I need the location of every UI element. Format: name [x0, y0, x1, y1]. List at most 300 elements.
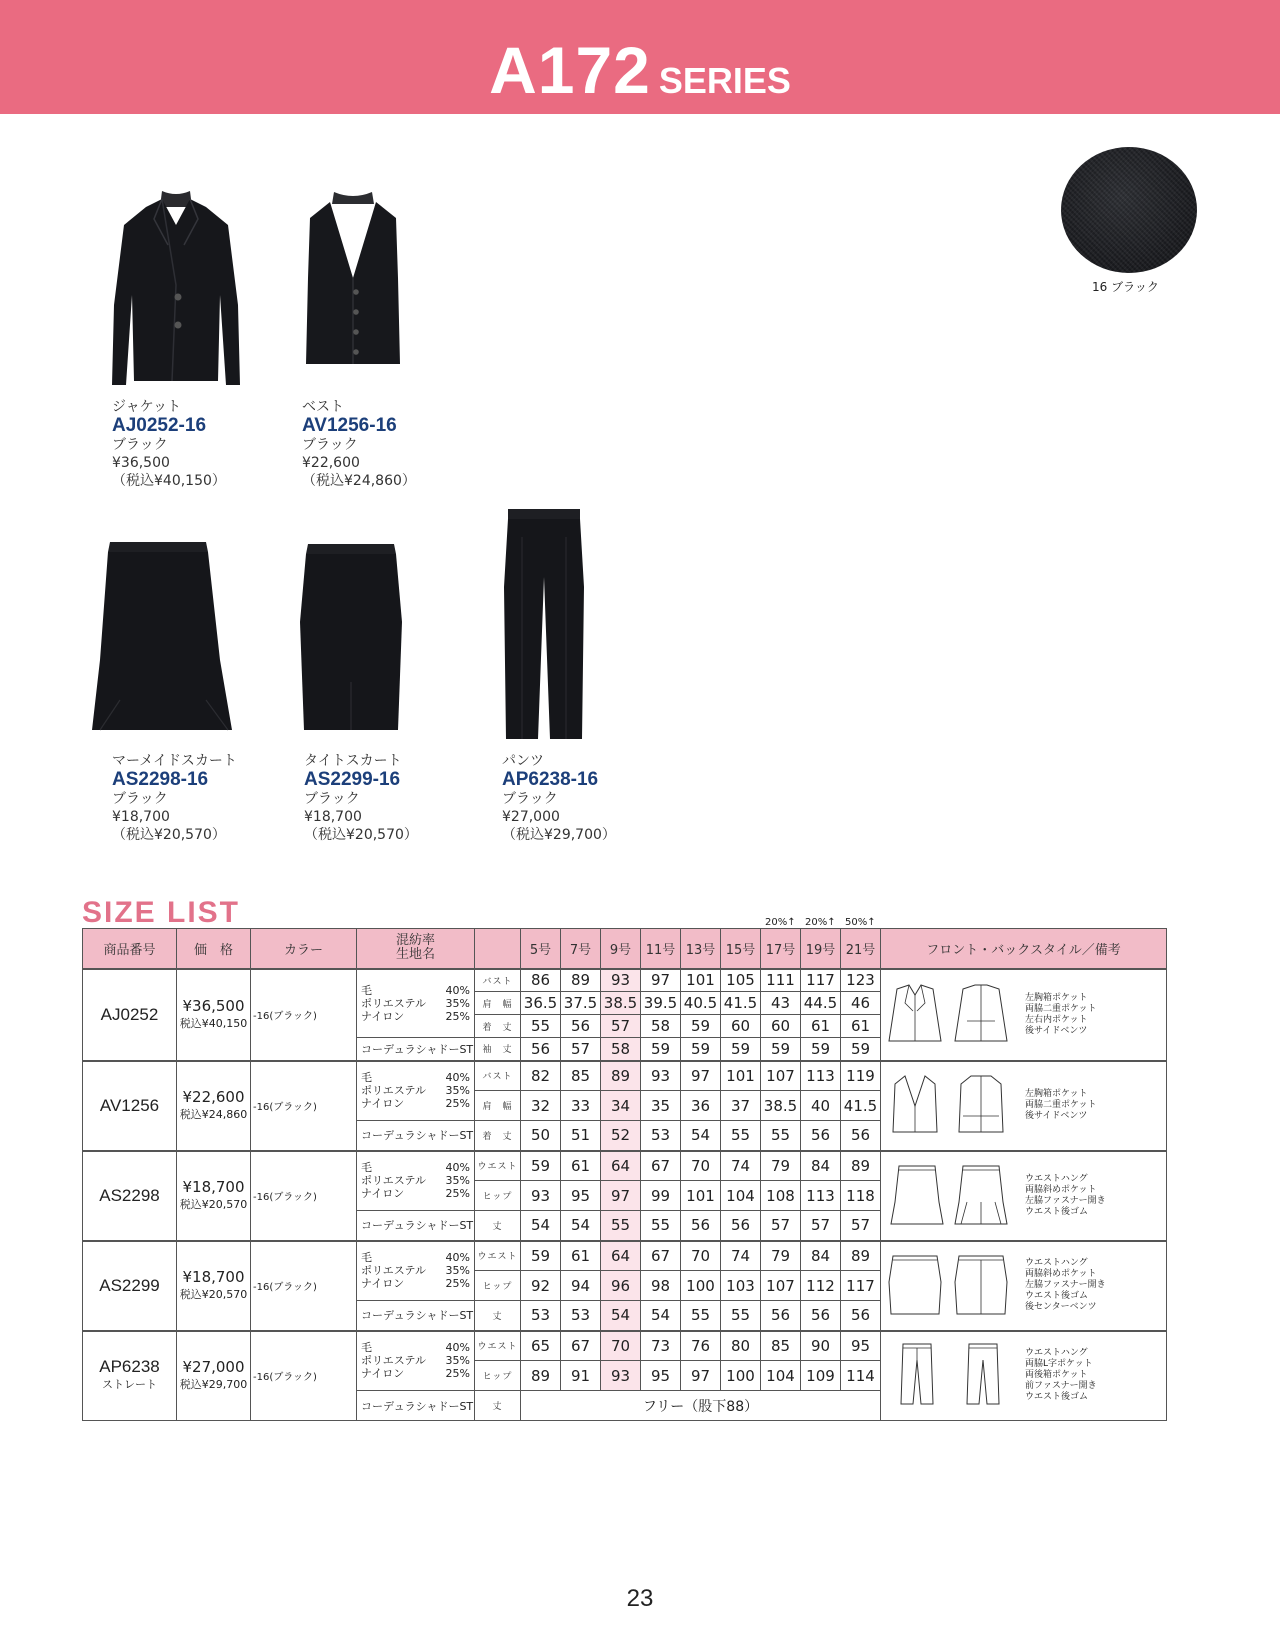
fiber-percent: 25% [445, 1367, 470, 1381]
price-cell [177, 1241, 251, 1331]
size-value: 50 [521, 1121, 561, 1151]
measure-name: 丈 [475, 1391, 521, 1421]
fiber-name: ポリエステル [361, 1084, 427, 1098]
size-value: 65 [521, 1331, 561, 1361]
style-cell [881, 1331, 1167, 1421]
measure-name: ウエスト [475, 1151, 521, 1181]
fabric-name-cell: コーデュラシャドーST [357, 1038, 475, 1061]
color-cell: -16(ブラック) [251, 969, 357, 1061]
style-sketch-icon [887, 1342, 1017, 1410]
size-value: 54 [521, 1211, 561, 1241]
table-row [83, 1331, 1167, 1361]
size-value: 64 [601, 1151, 641, 1181]
blend-line [361, 997, 470, 1010]
style-notes [1025, 1174, 1160, 1218]
series-title [0, 32, 1280, 108]
size-value: 114 [841, 1361, 881, 1391]
size-value: 38.5 [761, 1091, 801, 1121]
price-cell [177, 969, 251, 1061]
fiber-name: ナイロン [361, 1277, 405, 1291]
fiber-name: ポリエステル [361, 1354, 427, 1368]
product-code: AS2299-16 [304, 769, 401, 790]
size-value: 89 [601, 1061, 641, 1091]
product-category: ベスト [302, 399, 344, 415]
price-text: ¥36,500 [182, 996, 245, 1015]
blend-cell [357, 1331, 475, 1391]
size-value: 79 [761, 1151, 801, 1181]
fiber-percent: 35% [445, 1354, 470, 1368]
size-value: 56 [841, 1121, 881, 1151]
blend-cell [357, 1151, 475, 1211]
header-size: 7号 [561, 929, 601, 969]
size-value: 95 [641, 1361, 681, 1391]
fiber-percent: 35% [445, 1174, 470, 1188]
size-value: 112 [801, 1271, 841, 1301]
style-note: 後サイドベンツ [1025, 1111, 1088, 1121]
size-value: 93 [601, 969, 641, 992]
size-value: 35 [641, 1091, 681, 1121]
vest-image [300, 188, 406, 370]
header-blend: 混紡率 生地名 [357, 929, 475, 969]
size-value: 59 [721, 1038, 761, 1061]
fiber-percent: 40% [445, 1341, 470, 1355]
product-code-cell [83, 1241, 177, 1331]
size-value: 101 [681, 969, 721, 992]
size-value: 64 [601, 1241, 641, 1271]
size-value: 74 [721, 1241, 761, 1271]
size-value: 46 [841, 992, 881, 1015]
size-value: 70 [681, 1151, 721, 1181]
product-category: タイトスカート [304, 753, 402, 769]
style-note: ウエストハング [1025, 1348, 1088, 1359]
header-size: 15号 [721, 929, 761, 969]
size-value: 53 [521, 1301, 561, 1331]
price-note-17: 20%↑ [765, 917, 796, 928]
header-size: 9号 [601, 929, 641, 969]
size-value: 54 [641, 1301, 681, 1331]
size-value: 36.5 [521, 992, 561, 1015]
measure-name: ウエスト [475, 1331, 521, 1361]
fabric-swatch [1061, 147, 1197, 273]
fiber-percent: 35% [445, 1264, 470, 1278]
product-price: ¥18,700 [304, 809, 362, 825]
size-value: 57 [601, 1015, 641, 1038]
blend-line [361, 1071, 470, 1084]
size-value: 56 [801, 1121, 841, 1151]
table-row [83, 1151, 1167, 1181]
series-banner [0, 0, 1280, 114]
size-value: 59 [641, 1038, 681, 1061]
price-text: ¥27,000 [182, 1357, 245, 1376]
price-note-21: 50%↑ [845, 917, 876, 928]
free-size-cell: フリー（股下88） [521, 1391, 881, 1421]
size-value: 74 [721, 1151, 761, 1181]
style-note: 両脇二重ポケット [1025, 1100, 1097, 1110]
product-code: AS2298-16 [112, 769, 209, 790]
blend-cell [357, 1241, 475, 1301]
size-value: 58 [641, 1015, 681, 1038]
product-card-pants [502, 752, 616, 844]
price-text: ¥22,600 [182, 1087, 245, 1106]
code-text: AS2298 [99, 1185, 160, 1205]
size-value: 90 [801, 1331, 841, 1361]
product-code-cell [83, 1061, 177, 1151]
size-value: 97 [601, 1181, 641, 1211]
size-value: 55 [641, 1211, 681, 1241]
blend-cell [357, 969, 475, 1038]
size-value: 67 [561, 1331, 601, 1361]
size-value: 108 [761, 1181, 801, 1211]
style-sketch-icon [887, 1252, 1017, 1320]
size-value: 55 [761, 1121, 801, 1151]
size-value: 59 [521, 1151, 561, 1181]
measure-name: 袖 丈 [475, 1038, 521, 1061]
product-code: AV1256-16 [302, 415, 397, 436]
price-note-19: 20%↑ [805, 917, 836, 928]
code-text: AP6238 [99, 1356, 160, 1376]
size-value: 111 [761, 969, 801, 992]
size-value: 43 [761, 992, 801, 1015]
product-tax-price: （税込¥20,570） [304, 827, 418, 843]
style-note: ウエスト後ゴム [1025, 1206, 1089, 1217]
blend-line [361, 1367, 470, 1380]
style-note: 両脇L字ポケット [1025, 1359, 1093, 1370]
size-value: 56 [521, 1038, 561, 1061]
measure-name: 着 丈 [475, 1121, 521, 1151]
fiber-percent: 25% [445, 1097, 470, 1111]
product-card-jacket [112, 398, 226, 490]
product-color: ブラック [112, 791, 168, 807]
size-value: 117 [801, 969, 841, 992]
size-value: 32 [521, 1091, 561, 1121]
fabric-name-cell: コーデュラシャドーST [357, 1121, 475, 1151]
size-value: 97 [681, 1061, 721, 1091]
blend-line [361, 1264, 470, 1277]
size-value: 104 [721, 1181, 761, 1211]
style-note: ウエストハング [1025, 1173, 1088, 1184]
size-value: 93 [521, 1181, 561, 1211]
size-value: 123 [841, 969, 881, 992]
size-value: 84 [801, 1241, 841, 1271]
price-cell [177, 1151, 251, 1241]
size-value: 57 [801, 1211, 841, 1241]
table-row [83, 969, 1167, 992]
table-row [83, 1061, 1167, 1091]
size-value: 54 [681, 1121, 721, 1151]
tax-price-text: 税込¥40,150 [179, 1016, 248, 1030]
blend-line [361, 1161, 470, 1174]
size-value: 104 [761, 1361, 801, 1391]
size-value: 37 [721, 1091, 761, 1121]
header-size: 21号 [841, 929, 881, 969]
size-value: 105 [721, 969, 761, 992]
size-value: 59 [841, 1038, 881, 1061]
measure-name: 着 丈 [475, 1015, 521, 1038]
size-value: 56 [721, 1211, 761, 1241]
code-text: AV1256 [99, 1095, 160, 1115]
size-value: 79 [761, 1241, 801, 1271]
size-value: 109 [801, 1361, 841, 1391]
style-note: 両後箱ポケット [1025, 1370, 1088, 1381]
size-value: 59 [681, 1038, 721, 1061]
measure-name: ウエスト [475, 1241, 521, 1271]
size-value: 97 [681, 1361, 721, 1391]
size-value: 59 [521, 1241, 561, 1271]
product-price: ¥36,500 [112, 455, 170, 471]
fiber-name: ナイロン [361, 1187, 405, 1201]
price-text: ¥18,700 [182, 1267, 245, 1286]
fiber-name: ナイロン [361, 1097, 405, 1111]
product-color: ブラック [302, 437, 358, 453]
size-value: 70 [601, 1331, 641, 1361]
size-value: 55 [721, 1301, 761, 1331]
size-value: 56 [561, 1015, 601, 1038]
blend-cell [357, 1061, 475, 1121]
size-value: 38.5 [601, 992, 641, 1015]
size-value: 89 [561, 969, 601, 992]
size-value: 118 [841, 1181, 881, 1211]
fiber-percent: 25% [445, 1277, 470, 1291]
size-value: 51 [561, 1121, 601, 1151]
fiber-percent: 40% [445, 983, 470, 997]
blend-line [361, 1187, 470, 1200]
size-value: 55 [721, 1121, 761, 1151]
measure-name: 肩 幅 [475, 992, 521, 1015]
size-value: 89 [841, 1241, 881, 1271]
size-value: 37.5 [561, 992, 601, 1015]
size-value: 103 [721, 1271, 761, 1301]
size-value: 107 [761, 1061, 801, 1091]
header-size: 17号 [761, 929, 801, 969]
tax-price-text: 税込¥29,700 [179, 1377, 248, 1391]
price-cell [177, 1331, 251, 1421]
size-value: 93 [601, 1361, 641, 1391]
size-value: 60 [721, 1015, 761, 1038]
product-category: パンツ [502, 753, 544, 769]
fabric-swatch-label: 16 ブラック [1092, 280, 1159, 294]
mermaid-skirt-image [90, 540, 236, 735]
measure-name: ヒップ [475, 1271, 521, 1301]
product-card-vest [302, 398, 416, 490]
size-value: 67 [641, 1241, 681, 1271]
measure-name: ヒップ [475, 1181, 521, 1211]
header-style: フロント・バックスタイル／備考 [881, 929, 1167, 969]
size-value: 57 [761, 1211, 801, 1241]
product-code: AJ0252-16 [112, 415, 207, 436]
jacket-image [108, 185, 244, 385]
size-value: 85 [561, 1061, 601, 1091]
fabric-name-cell: コーデュラシャドーST [357, 1391, 475, 1421]
size-value: 61 [801, 1015, 841, 1038]
product-code-cell [83, 1331, 177, 1421]
code-text: AJ0252 [100, 1004, 159, 1024]
fiber-percent: 35% [445, 1084, 470, 1098]
style-note: 左脇ファスナー開き [1025, 1280, 1106, 1290]
size-value: 95 [841, 1331, 881, 1361]
style-note: 両脇斜めポケット [1025, 1269, 1097, 1279]
size-table [82, 928, 1167, 1421]
measure-name: バスト [475, 1061, 521, 1091]
size-value: 56 [761, 1301, 801, 1331]
size-value: 36 [681, 1091, 721, 1121]
size-value: 41.5 [721, 992, 761, 1015]
header-size: 11号 [641, 929, 681, 969]
measure-name: ヒップ [475, 1361, 521, 1391]
size-value: 53 [641, 1121, 681, 1151]
header-size: 19号 [801, 929, 841, 969]
product-tax-price: （税込¥24,860） [302, 473, 416, 489]
size-value: 113 [801, 1061, 841, 1091]
fiber-name: 毛 [361, 1161, 372, 1175]
color-cell: -16(ブラック) [251, 1151, 357, 1241]
fiber-name: 毛 [361, 1251, 372, 1265]
style-cell [881, 969, 1167, 1061]
size-value: 76 [681, 1331, 721, 1361]
fiber-name: 毛 [361, 983, 372, 997]
fiber-percent: 25% [445, 1187, 470, 1201]
size-table-body [83, 969, 1167, 1421]
style-note: 両脇二重ポケット [1025, 1003, 1097, 1014]
header-price: 価 格 [177, 929, 251, 969]
style-notes [1025, 993, 1160, 1037]
product-tax-price: （税込¥20,570） [112, 827, 226, 843]
color-cell: -16(ブラック) [251, 1331, 357, 1421]
measure-name: 丈 [475, 1301, 521, 1331]
size-value: 40 [801, 1091, 841, 1121]
size-value: 41.5 [841, 1091, 881, 1121]
series-title-main: A172 [489, 33, 651, 107]
price-text: ¥18,700 [182, 1177, 245, 1196]
size-value: 40.5 [681, 992, 721, 1015]
tax-price-text: 税込¥20,570 [179, 1287, 248, 1301]
size-value: 91 [561, 1361, 601, 1391]
measure-name: 肩 幅 [475, 1091, 521, 1121]
size-value: 119 [841, 1061, 881, 1091]
size-value: 101 [721, 1061, 761, 1091]
size-value: 55 [521, 1015, 561, 1038]
blend-line [361, 984, 470, 997]
header-code: 商品番号 [83, 929, 177, 969]
style-notes [1025, 1089, 1160, 1122]
blend-line [361, 1251, 470, 1264]
size-value: 117 [841, 1271, 881, 1301]
size-value: 84 [801, 1151, 841, 1181]
size-value: 59 [681, 1015, 721, 1038]
tight-skirt-image [296, 542, 406, 734]
style-note: 左脇ファスナー開き [1025, 1195, 1106, 1206]
code-text: AS2299 [99, 1275, 160, 1295]
fiber-name: ポリエステル [361, 996, 427, 1010]
size-table-header [83, 929, 1167, 969]
product-tax-price: （税込¥40,150） [112, 473, 226, 489]
fiber-name: 毛 [361, 1341, 372, 1355]
size-value: 94 [561, 1271, 601, 1301]
table-row [83, 1241, 1167, 1271]
style-note: ウエストハング [1025, 1258, 1088, 1268]
blend-line [361, 1010, 470, 1023]
size-value: 80 [721, 1331, 761, 1361]
product-price: ¥18,700 [112, 809, 170, 825]
color-cell: -16(ブラック) [251, 1241, 357, 1331]
page-number: 23 [626, 1585, 654, 1612]
fabric-name-cell: コーデュラシャドーST [357, 1211, 475, 1241]
size-value: 60 [761, 1015, 801, 1038]
size-value: 39.5 [641, 992, 681, 1015]
measure-name: 丈 [475, 1211, 521, 1241]
size-value: 100 [721, 1361, 761, 1391]
product-color: ブラック [502, 791, 558, 807]
product-card-tight-skirt [304, 752, 418, 844]
size-value: 85 [761, 1331, 801, 1361]
product-tax-price: （税込¥29,700） [502, 827, 616, 843]
size-value: 56 [681, 1211, 721, 1241]
size-value: 113 [801, 1181, 841, 1211]
style-cell [881, 1241, 1167, 1331]
style-sketch-icon [887, 1162, 1017, 1230]
fiber-name: ポリエステル [361, 1174, 427, 1188]
color-cell: -16(ブラック) [251, 1061, 357, 1151]
size-value: 67 [641, 1151, 681, 1181]
size-value: 82 [521, 1061, 561, 1091]
header-measure [475, 929, 521, 969]
size-value: 93 [641, 1061, 681, 1091]
style-notes [1025, 1258, 1160, 1313]
fiber-percent: 35% [445, 996, 470, 1010]
product-color: ブラック [112, 437, 168, 453]
fiber-percent: 40% [445, 1161, 470, 1175]
size-value: 34 [601, 1091, 641, 1121]
fiber-percent: 40% [445, 1071, 470, 1085]
size-value: 70 [681, 1241, 721, 1271]
size-value: 89 [521, 1361, 561, 1391]
size-value: 98 [641, 1271, 681, 1301]
size-value: 61 [561, 1241, 601, 1271]
style-cell [881, 1151, 1167, 1241]
measure-name: バスト [475, 969, 521, 992]
style-sketch-icon [887, 1072, 1017, 1140]
fiber-percent: 25% [445, 1009, 470, 1023]
product-price: ¥27,000 [502, 809, 560, 825]
style-note: 左右内ポケット [1025, 1014, 1088, 1025]
blend-line [361, 1341, 470, 1354]
blend-line [361, 1354, 470, 1367]
blend-line [361, 1097, 470, 1110]
size-value: 59 [761, 1038, 801, 1061]
pants-image [502, 507, 586, 741]
size-value: 52 [601, 1121, 641, 1151]
size-value: 57 [841, 1211, 881, 1241]
style-cell [881, 1061, 1167, 1151]
code-subtext: ストレート [102, 1378, 157, 1391]
style-note: 左胸箱ポケット [1025, 1089, 1088, 1099]
size-value: 97 [641, 969, 681, 992]
style-note: 左胸箱ポケット [1025, 992, 1088, 1003]
size-value: 55 [681, 1301, 721, 1331]
style-note: 後センターベンツ [1025, 1302, 1097, 1312]
fabric-name-cell: コーデュラシャドーST [357, 1301, 475, 1331]
header-size: 5号 [521, 929, 561, 969]
style-note: 両脇斜めポケット [1025, 1184, 1097, 1195]
style-note: 前ファスナー開き [1025, 1381, 1097, 1392]
tax-price-text: 税込¥20,570 [179, 1197, 248, 1211]
product-color: ブラック [304, 791, 360, 807]
fiber-name: 毛 [361, 1071, 372, 1085]
size-value: 89 [841, 1151, 881, 1181]
product-category: ジャケット [112, 399, 182, 415]
product-category: マーメイドスカート [112, 753, 237, 769]
size-value: 56 [841, 1301, 881, 1331]
size-value: 96 [601, 1271, 641, 1301]
